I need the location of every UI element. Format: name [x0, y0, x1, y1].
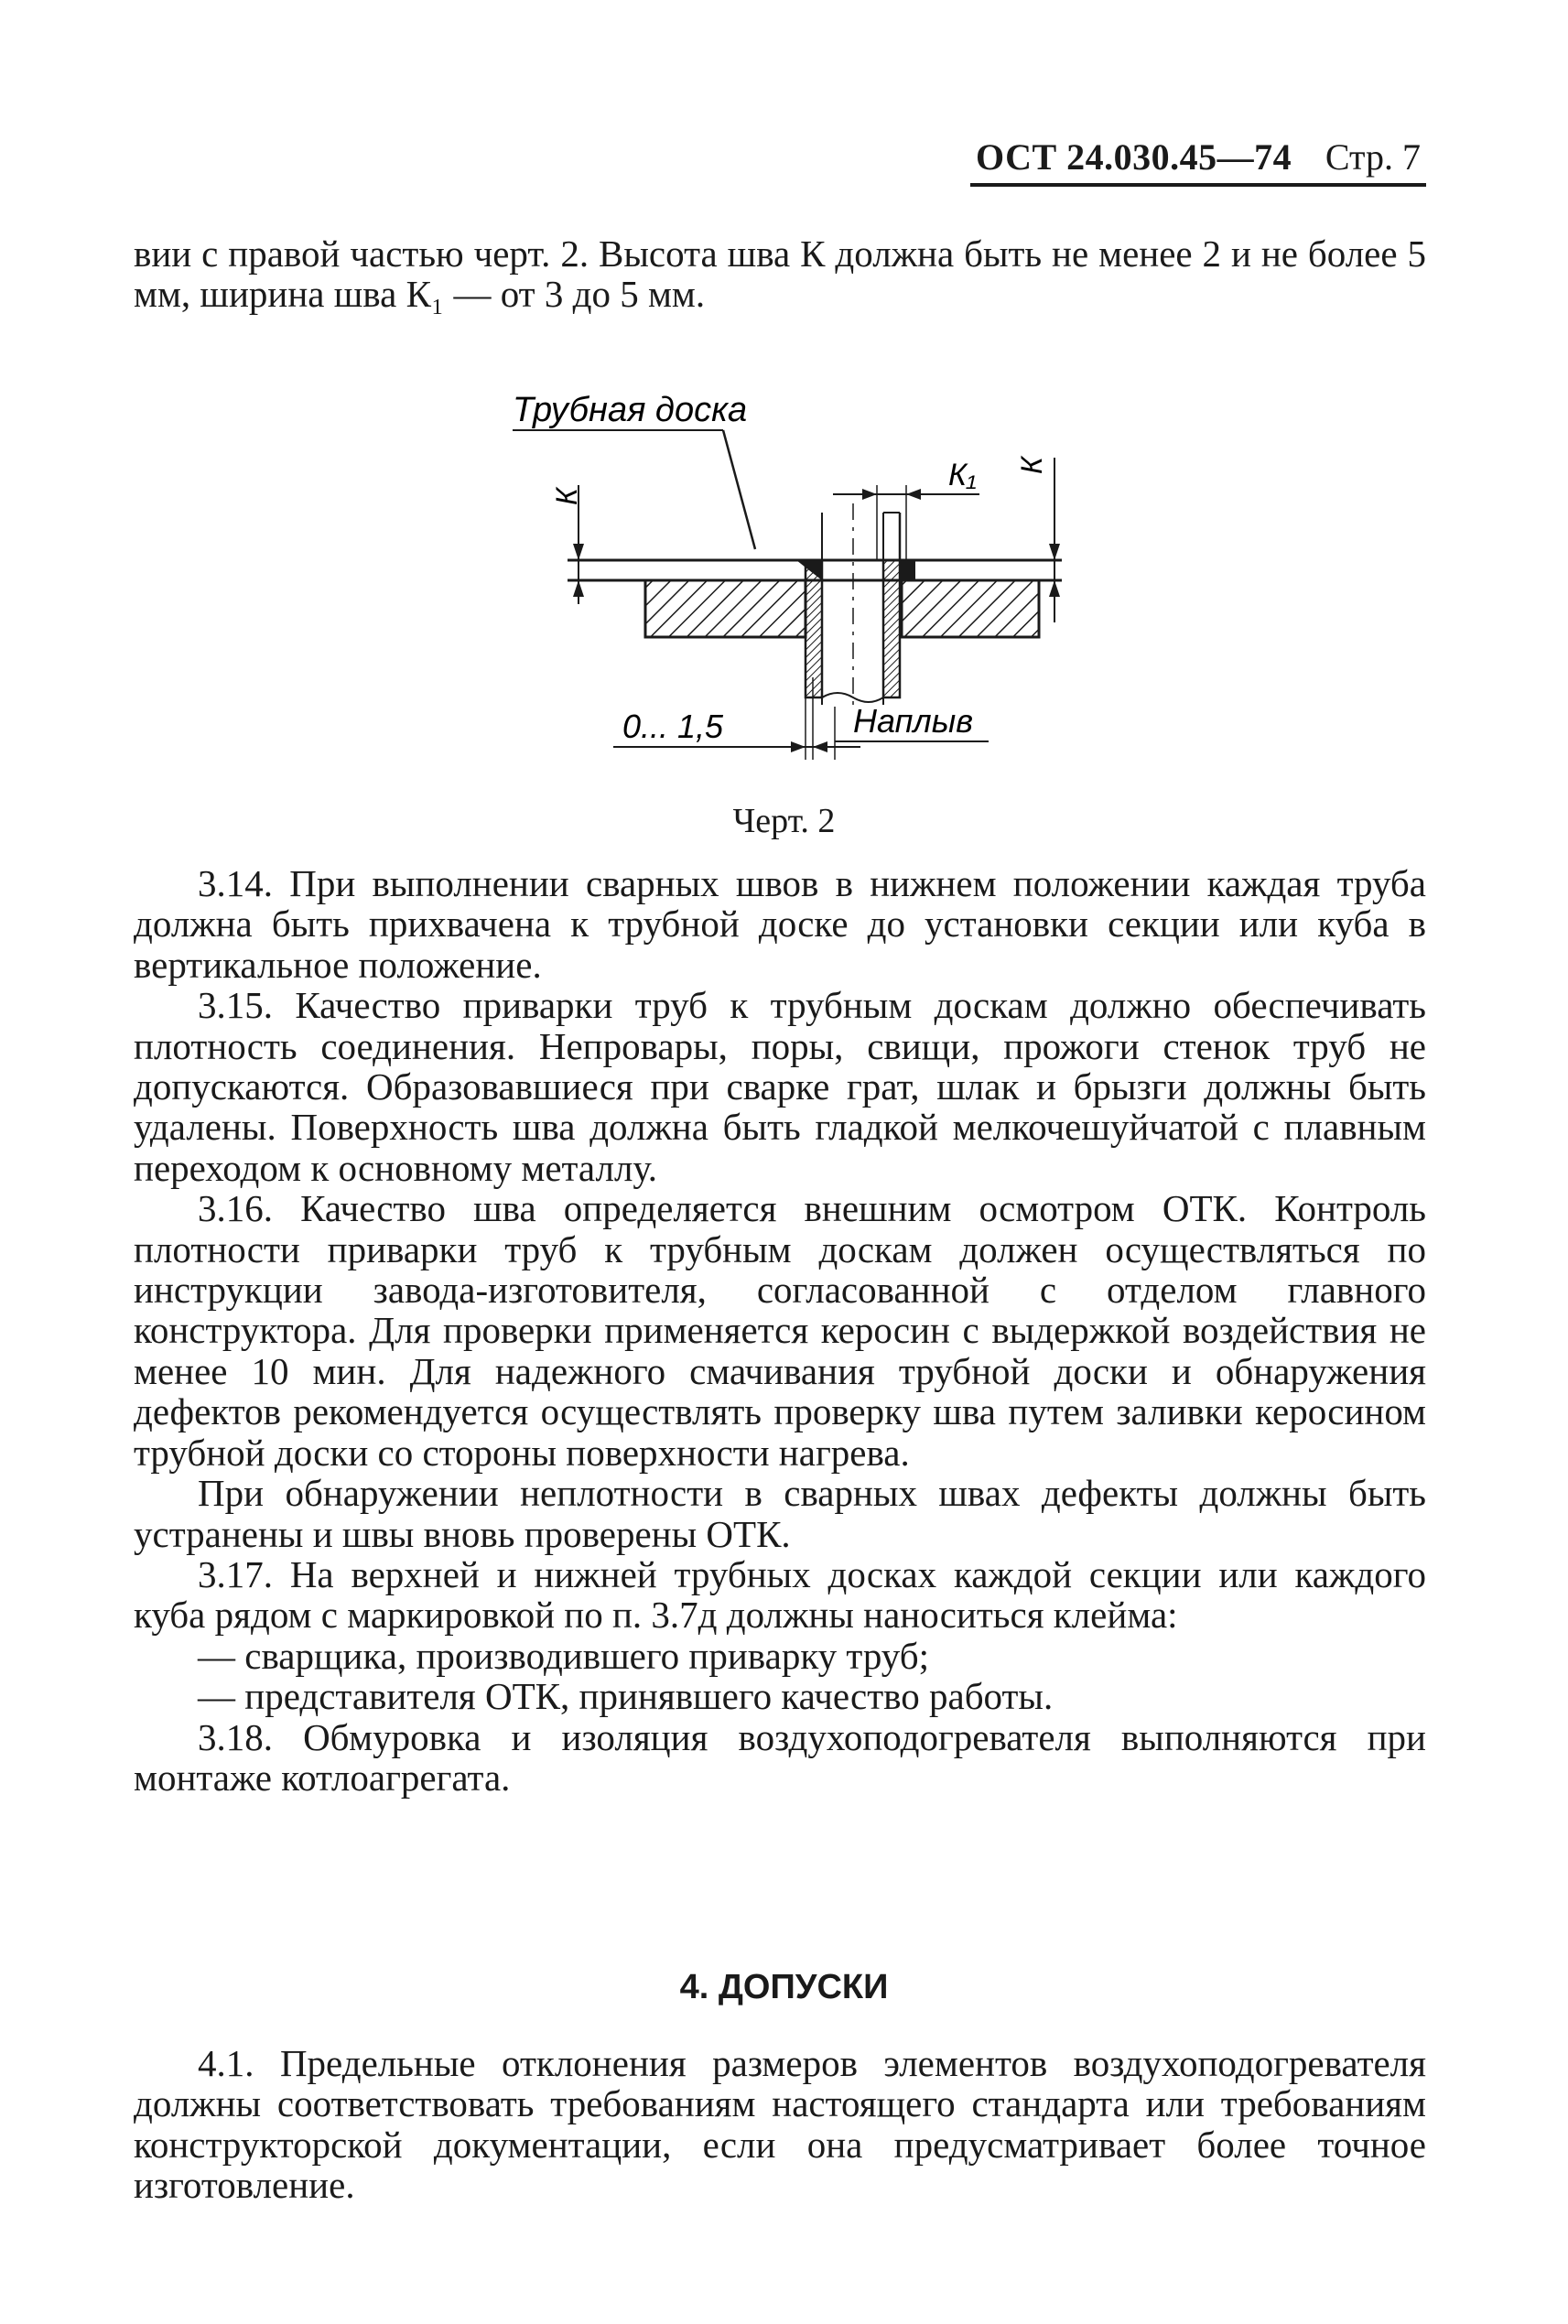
intro-paragraph: вии с правой частью черт. 2. Высота шва К должна быть не менее 2 и не более 5 мм, ширина шва К₁ — от 3 до 5 мм.: [134, 232, 1426, 316]
intro-text: [134, 233, 1426, 315]
label-k-right: К: [1015, 457, 1048, 474]
paragraph-3-17: 3.17. На верхней и нижней трубных досках каждой секции или каждого куба рядом с маркировкой по п. 3.7д должны наноситься клейма:: [134, 1552, 1426, 1637]
paragraph-3-16-cont: При обнаружении неплотности в сварных швах дефекты должны быть устранены и швы вновь проверены ОТК.: [134, 1472, 1426, 1555]
paragraph-4-1: 4.1. Предельные отклонения размеров элементов воздухоподогревателя должны соответствовать требованиям настоящего стандарта или требованиям конструкторской документации, если она предусматривает более точное изготовление.: [134, 2042, 1426, 2207]
standard-number: ОСТ 24.030.45—74: [976, 136, 1292, 178]
tube-wall-left: [806, 560, 822, 697]
weld-bead-right: [900, 560, 915, 580]
tube-wall-right: [883, 560, 900, 697]
label-k1: К₁: [948, 458, 977, 492]
body-text: [134, 863, 1426, 1798]
label-gap: 0... 1,5: [622, 708, 724, 745]
section-title: 4. ДОПУСКИ: [679, 1968, 889, 2006]
leader-line-tube-plate: [723, 430, 755, 549]
paragraph-3-18: 3.18. Обмуровка и изоляция воздухоподогревателя выполняются при монтаже котлоагрегата.: [134, 1715, 1426, 1799]
section-text: [134, 2043, 1426, 2206]
figure-caption: Черт. 2: [732, 802, 836, 840]
label-bead: Наплыв: [853, 702, 974, 740]
list-item-otk: — представителя ОТК, принявшего качество работы.: [198, 1675, 1054, 1718]
label-tube-plate: Трубная доска: [513, 391, 748, 429]
paragraph-3-15: 3.15. Качество приварки труб к трубным доскам должно обеспечивать плотность соединения. Непровары, поры, свищи, прожоги стенок труб не допускаются. Образовавшиеся при сварке грат, шлак и брызги должны быть удалены. Поверхность шва должна быть гладкой мелкочешуйчатой с плавным переходом к основному металлу.: [134, 984, 1426, 1189]
paragraph-3-14: 3.14. При выполнении сварных швов в нижнем положении каждая труба должна быть прихвачена к трубной доске до установки секции или куба в вертикальное положение.: [134, 862, 1426, 986]
list-item-welder: — сварщика, производившего приварку труб;: [198, 1634, 929, 1677]
page-header: [970, 135, 1426, 187]
paragraph-3-16: 3.16. Качество шва определяется внешним осмотром ОТК. Контроль плотности приварки труб к трубным доскам должен осуществляться по инструкции завода-изготовителя, согласованной с отделом главного конструктора. Для проверки применяется керосин с выдержкой воздействия не менее 10 мин. Для надежного смачивания трубной доски и обнаружения дефектов рекомендуется осуществлять проверку шва путем заливки керосином трубной доски со стороны поверхности нагрева.: [134, 1187, 1426, 1474]
label-k: К: [550, 488, 583, 505]
tube-plate-right: [902, 580, 1039, 637]
tube-plate-left: [645, 580, 806, 637]
weld-drawing: [513, 375, 1098, 778]
page-number: Стр. 7: [1325, 136, 1421, 178]
